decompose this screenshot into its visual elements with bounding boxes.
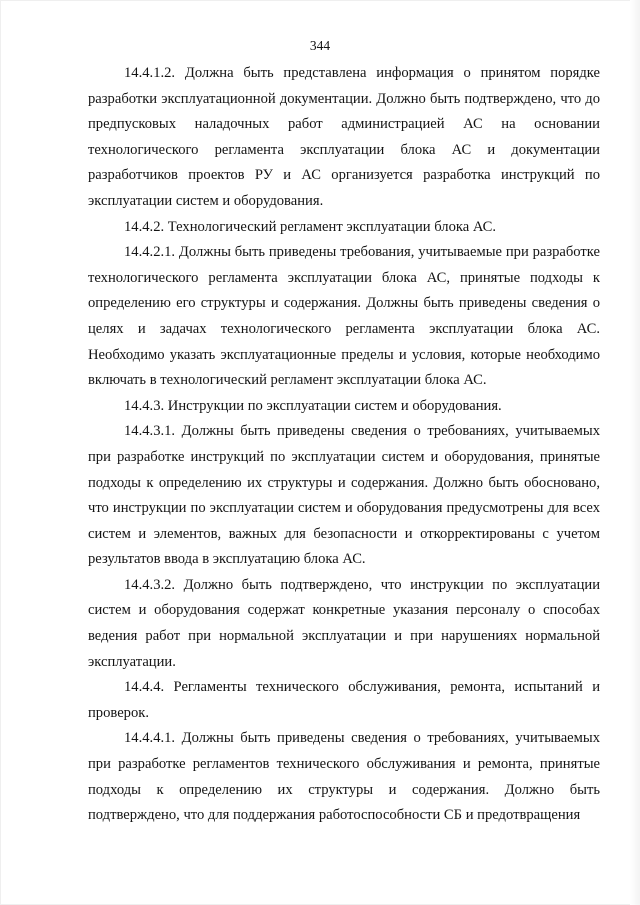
- page-number: 344: [309, 38, 331, 53]
- document-body: [88, 61, 600, 829]
- paragraph-14-4-4-1: 14.4.4.1. Должны быть приведены сведения о требованиях, учитываемых при разработке регламентов технического обслуживания и ремонта, принятые подходы к определению их структуры и содержания. Должно быть подтверждено, что для поддержания работоспособности СБ и предотвращения: [88, 730, 600, 824]
- section-heading-14-4-2: 14.4.2. Технологический регламент эксплуатации блока АС.: [124, 218, 497, 235]
- section-heading-14-4-4: 14.4.4. Регламенты технического обслуживания, ремонта, испытаний и проверок.: [88, 679, 600, 721]
- scan-edge-shadow: [630, 0, 640, 905]
- section-heading-14-4-3: 14.4.3. Инструкции по эксплуатации систем и оборудования.: [124, 397, 502, 414]
- paragraph-14-4-3-1: 14.4.3.1. Должны быть приведены сведения о требованиях, учитываемых при разработке инструкций по эксплуатации систем и оборудования, принятые подходы к определению их структуры и содержания. Должно быть обосновано, что инструкции по эксплуатации систем и оборудования предусмотрены для всех систем и элементов, важных для безопасности и откорректированы с учетом результатов ввода в эксплуатацию блока АС.: [88, 423, 600, 568]
- paragraph-14-4-3-2: 14.4.3.2. Должно быть подтверждено, что инструкции по эксплуатации систем и оборудования содержат конкретные указания персоналу о способах ведения работ при нормальной эксплуатации и при нарушениях нормальной эксплуатации.: [88, 576, 600, 670]
- paragraph-14-4-1-2: 14.4.1.2. Должна быть представлена информация о принятом порядке разработки эксплуатационной документации. Должно быть подтверждено, что до предпусковых наладочных работ администрацией АС на основании технологического регламента эксплуатации блока АС и документации разработчиков проектов РУ и АС организуется разработка инструкций по эксплуатации систем и оборудования.: [88, 65, 600, 209]
- paragraph-14-4-2-1: 14.4.2.1. Должны быть приведены требования, учитываемые при разработке технологического регламента эксплуатации блока АС, принятые подходы к определению его структуры и содержания. Должны быть приведены сведения о целях и задачах технологического регламента эксплуатации блока АС. Необходимо указать эксплуатационные пределы и условия, которые необходимо включать в технологический регламент эксплуатации блока АС.: [88, 244, 600, 389]
